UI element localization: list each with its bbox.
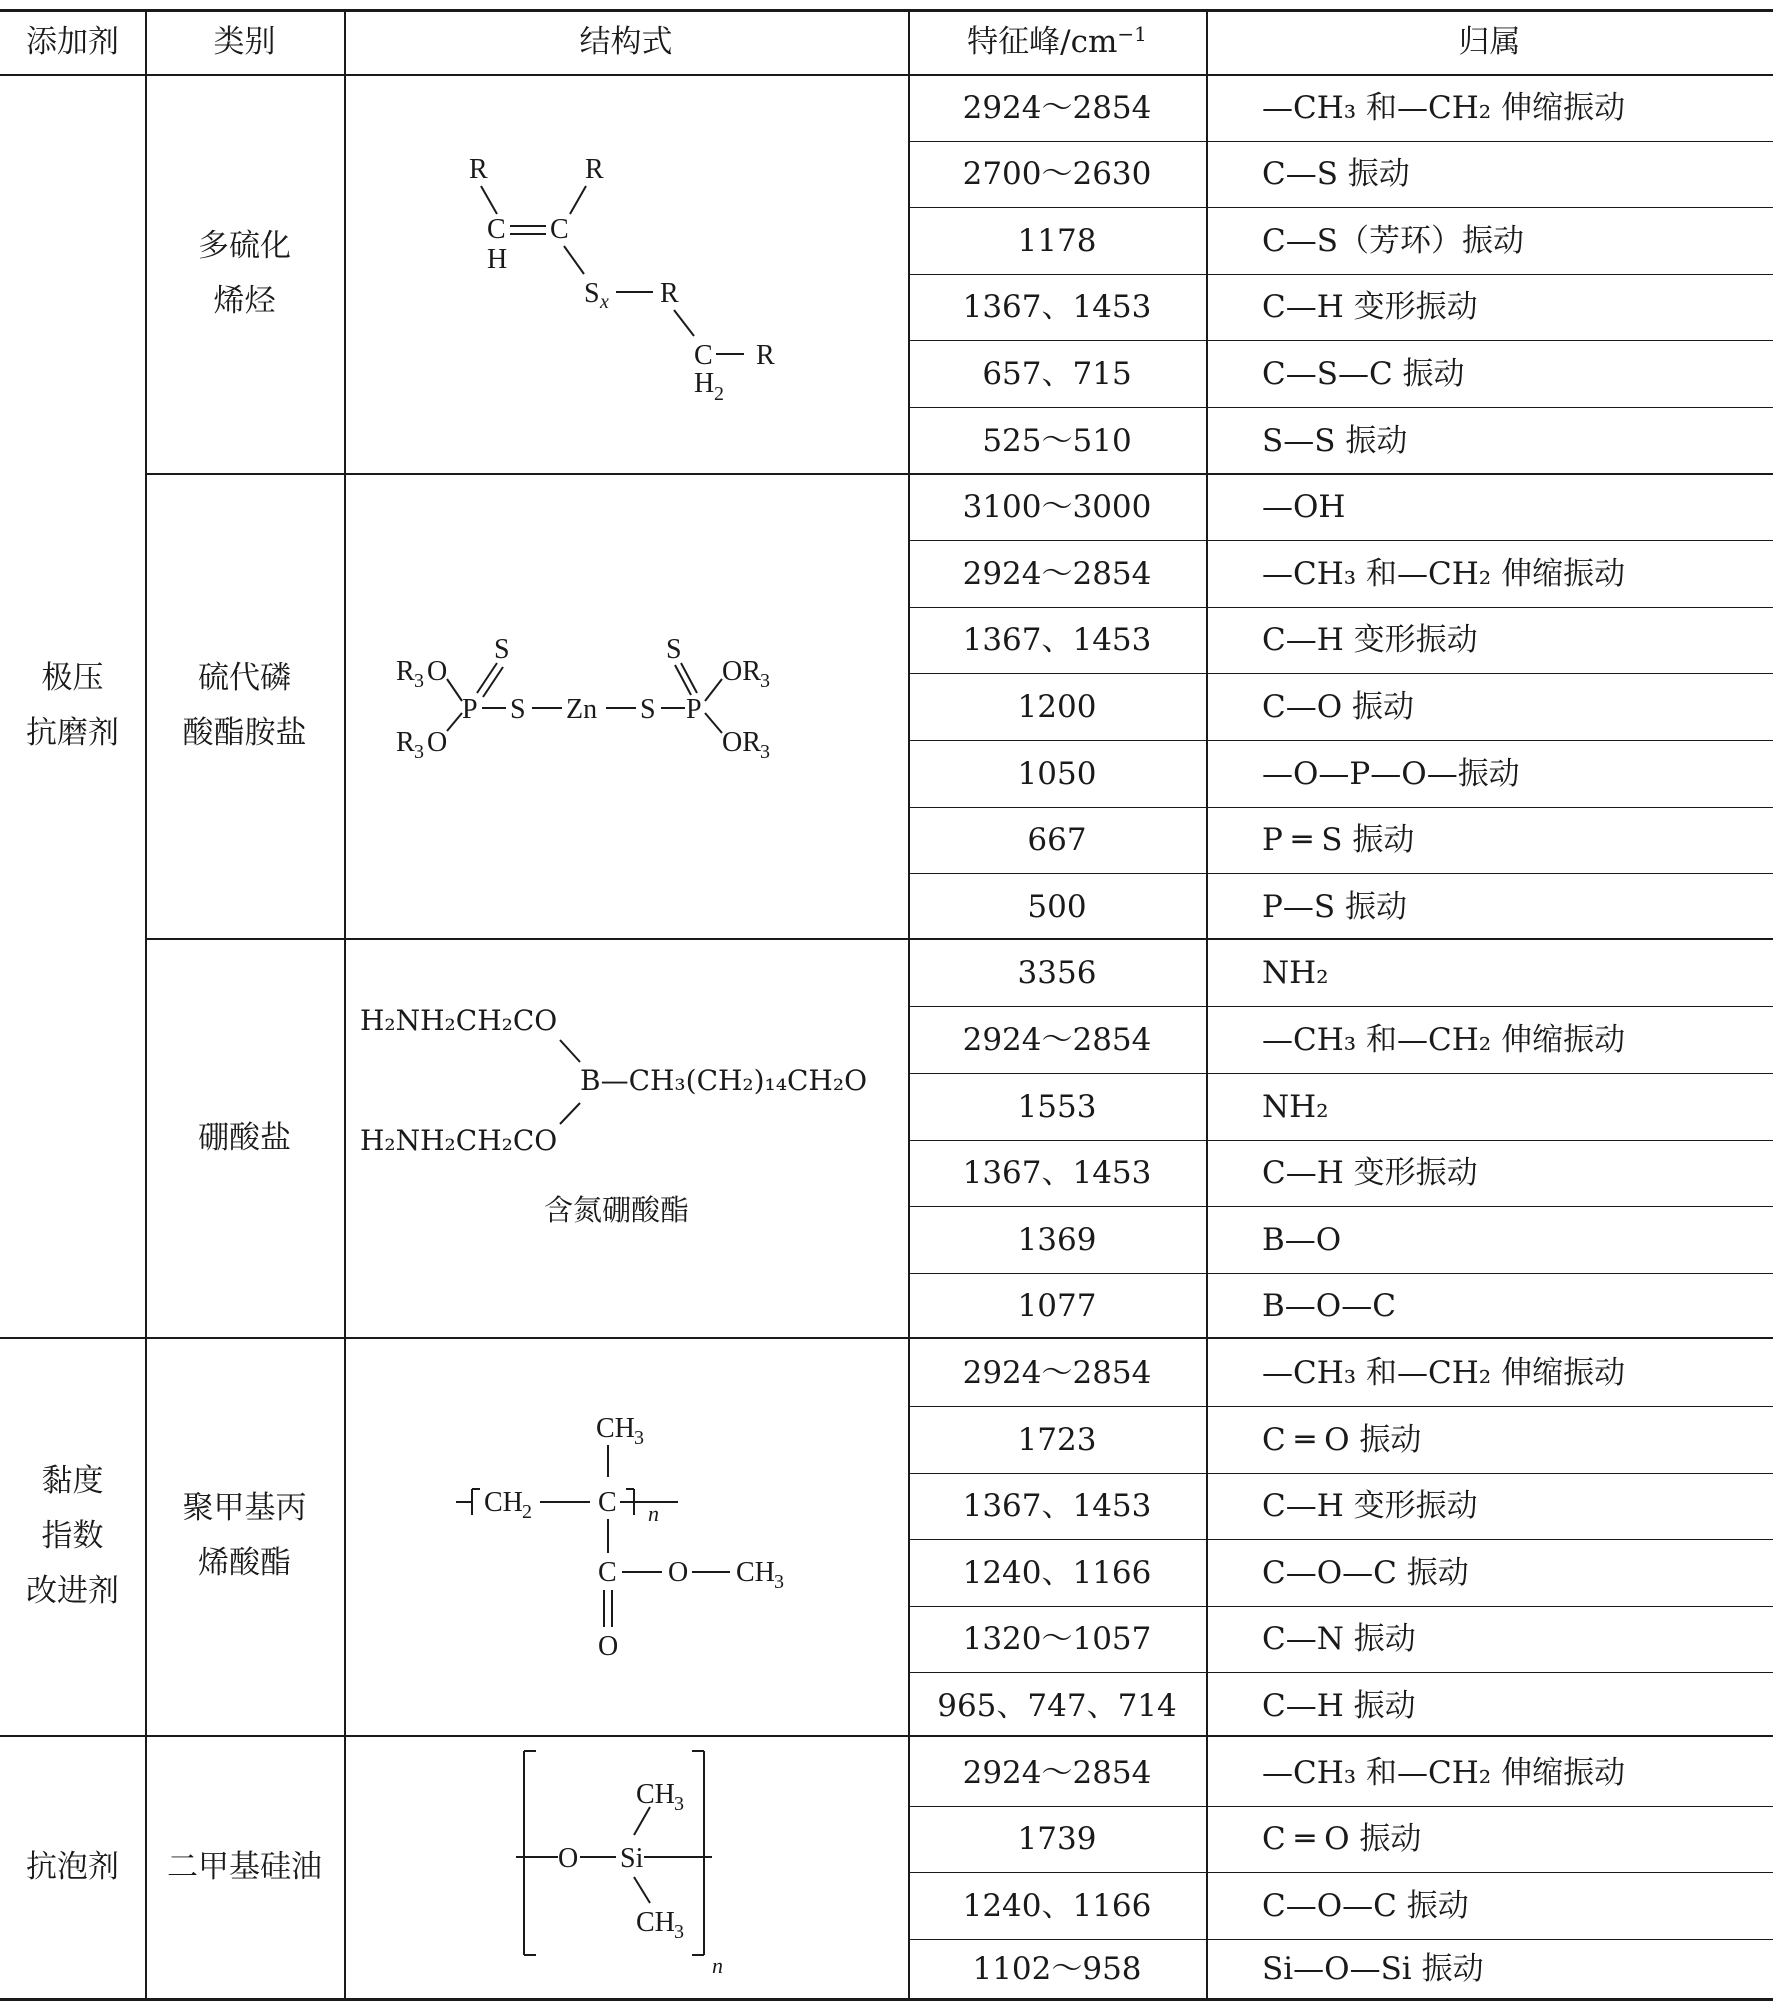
peak-cell: 525～510	[982, 422, 1132, 459]
peak-cell: 965、747、714	[937, 1687, 1177, 1724]
peak-cell: 1367、1453	[962, 1488, 1152, 1524]
assignment-cell: C—H 变形振动	[1262, 622, 1478, 658]
peak-cell: 1077	[1017, 1288, 1097, 1324]
assignment-cell: C—O 振动	[1262, 688, 1414, 725]
additive-vi-improver: 黏度 指数 改进剂	[26, 1462, 119, 1609]
assignment-cell: Si—O—Si 振动	[1262, 1950, 1484, 1987]
assignment-cell: —CH₃ 和—CH₂ 伸缩振动	[1262, 1021, 1626, 1058]
assignment-cell: S—S 振动	[1262, 422, 1408, 459]
peak-cell: 1240、1166	[962, 1554, 1152, 1591]
peak-cell: 657、715	[982, 355, 1132, 392]
rule-bottom	[0, 1998, 1773, 2001]
rule-col	[908, 10, 910, 2000]
assignment-cell: NH₂	[1262, 1088, 1329, 1125]
struct-text: R	[469, 154, 488, 185]
additive-antifoam: 抗泡剂	[26, 1849, 119, 1885]
category-thiophosphate-amine-salt: 硫代磷 酸酯胺盐	[182, 659, 307, 751]
peak-cell: 1369	[1017, 1221, 1097, 1258]
header-assignment: 归属	[1458, 24, 1521, 60]
rule-header	[0, 74, 1773, 76]
rule-col	[344, 10, 346, 2000]
struct-text: S	[510, 694, 526, 725]
struct-text: 2	[714, 383, 724, 405]
rule-group	[0, 1337, 1773, 1339]
struct-text: O	[427, 727, 448, 758]
struct-text: R	[396, 727, 415, 758]
header-additive: 添加剂	[26, 24, 119, 60]
peak-cell: 1367、1453	[962, 289, 1152, 325]
peak-cell: 2924～2854	[962, 1021, 1152, 1058]
assignment-cell: —O—P—O—振动	[1262, 755, 1520, 792]
assignment-cell: C—S 振动	[1262, 156, 1410, 192]
rule-top	[0, 9, 1773, 12]
assignment-cell: NH₂	[1262, 955, 1329, 991]
struct-text: C	[598, 1487, 617, 1518]
category-polysulfide-olefin: 多硫化 烯烃	[198, 227, 291, 319]
struct-text: Si	[620, 1843, 644, 1874]
peak-cell: 1367、1453	[962, 1155, 1152, 1191]
struct-text: CH	[636, 1779, 675, 1810]
struct-text: R	[756, 340, 775, 371]
peak-cell: 2700～2630	[962, 156, 1152, 192]
additive-ep-antiwear: 极压 抗磨剂	[26, 659, 119, 751]
assignment-cell: C—O—C 振动	[1262, 1887, 1469, 1924]
assignment-cell: C ═ O 振动	[1262, 1821, 1422, 1857]
assignment-cell: C ═ O 振动	[1262, 1421, 1422, 1458]
struct-text: P	[686, 694, 702, 725]
struct-text: S	[640, 694, 656, 725]
rule-group	[145, 938, 1773, 940]
struct-text: OR	[722, 656, 761, 687]
assignment-cell: —CH₃ 和—CH₂ 伸缩振动	[1262, 1354, 1626, 1391]
struct-text: R	[585, 154, 604, 185]
assignment-cell: —CH₃ 和—CH₂ 伸缩振动	[1262, 1754, 1626, 1791]
struct-text: O	[558, 1843, 579, 1874]
peak-cell: 3100～3000	[962, 489, 1152, 525]
peak-cell: 1723	[1017, 1421, 1097, 1458]
struct-text: Zn	[566, 694, 598, 725]
struct-text: O	[427, 656, 448, 687]
peak-cell: 1320～1057	[962, 1621, 1152, 1657]
struct-text: n	[648, 1501, 659, 1526]
struct-text: 3	[760, 741, 770, 763]
struct-text: 3	[414, 670, 424, 692]
struct-text: O	[668, 1557, 689, 1588]
assignment-cell: P ═ S 振动	[1262, 822, 1415, 858]
peak-cell: 1178	[1017, 222, 1097, 259]
struct-text: C	[550, 214, 569, 245]
struct-text: H	[487, 244, 508, 275]
struct-text: P	[462, 694, 478, 725]
borate-line-2: B—CH₃(CH₂)₁₄CH₂O	[580, 1064, 868, 1097]
rule-group	[145, 473, 1773, 475]
struct-text: S	[584, 278, 600, 309]
assignment-cell: B—O—C	[1262, 1288, 1396, 1324]
peak-cell: 1200	[1017, 688, 1097, 725]
category-dimethyl-silicone-oil: 二甲基硅油	[167, 1849, 322, 1885]
struct-text: S	[494, 634, 510, 665]
peak-cell: 1553	[1017, 1088, 1097, 1125]
assignment-cell: C—N 振动	[1262, 1621, 1416, 1657]
structure-polysulfide-olefin	[344, 74, 908, 473]
assignment-cell: C—O—C 振动	[1262, 1554, 1469, 1591]
peak-cell: 1367、1453	[962, 622, 1152, 658]
struct-text: O	[598, 1631, 619, 1662]
assignment-cell: —CH₃ 和—CH₂ 伸缩振动	[1262, 89, 1626, 126]
structure-polymethacrylate	[344, 1337, 908, 1735]
peak-cell: 2924～2854	[962, 1354, 1152, 1391]
struct-text: n	[712, 1953, 723, 1978]
assignment-cell: —CH₃ 和—CH₂ 伸缩振动	[1262, 555, 1626, 592]
category-polymethacrylate: 聚甲基丙 烯酸酯	[182, 1490, 307, 1581]
struct-text: 3	[634, 1427, 644, 1449]
structure-nitrogen-borate	[344, 938, 908, 1337]
struct-text: C	[694, 340, 713, 371]
struct-text: CH	[636, 1907, 675, 1938]
peak-cell: 1102～958	[972, 1950, 1142, 1987]
rule-col	[1206, 10, 1208, 2000]
struct-text: C	[598, 1557, 617, 1588]
struct-text: R	[396, 656, 415, 687]
header-category: 类别	[213, 24, 276, 60]
borate-line-3: H₂NH₂CH₂CO	[360, 1124, 558, 1157]
peak-cell: 2924～2854	[962, 89, 1152, 126]
struct-text: OR	[722, 727, 761, 758]
struct-text: 3	[760, 670, 770, 692]
peak-cell: 3356	[1017, 955, 1097, 991]
struct-text: H	[694, 368, 715, 399]
assignment-cell: B—O	[1262, 1221, 1342, 1258]
struct-text: 3	[414, 741, 424, 763]
struct-text: C	[487, 214, 506, 245]
borate-line-1: H₂NH₂CH₂CO	[360, 1004, 558, 1037]
assignment-cell: P—S 振动	[1262, 888, 1407, 925]
borate-caption: 含氮硼酸酯	[544, 1193, 690, 1227]
peak-cell: 2924～2854	[962, 1754, 1152, 1791]
assignment-cell: C—S—C 振动	[1262, 355, 1465, 392]
structure-thiophosphate-zinc	[344, 473, 908, 938]
struct-text: 2	[522, 1501, 532, 1523]
struct-text: 3	[674, 1793, 684, 1815]
header-peak: 特征峰/cm $^{-1}$	[967, 22, 1147, 60]
struct-text: R	[660, 278, 679, 309]
peak-cell: 1739	[1017, 1821, 1097, 1857]
struct-text: x	[600, 291, 609, 313]
struct-text: S	[666, 634, 682, 665]
struct-text: CH	[736, 1557, 775, 1588]
rule-group	[0, 1735, 1773, 1737]
assignment-cell: C—H 变形振动	[1262, 1155, 1478, 1191]
assignment-cell: C—H 变形振动	[1262, 289, 1478, 325]
category-borate: 硼酸盐	[198, 1119, 291, 1156]
assignment-cell: C—S（芳环）振动	[1262, 222, 1524, 259]
structure-dimethyl-siloxane	[344, 1735, 908, 1999]
struct-text: 3	[674, 1921, 684, 1943]
assignment-cell: C—H 振动	[1262, 1687, 1416, 1724]
struct-text: 3	[774, 1571, 784, 1593]
rule-col	[145, 10, 147, 2000]
peak-cell: 1240、1166	[962, 1887, 1152, 1924]
peak-cell: 2924～2854	[962, 555, 1152, 592]
header-structure: 结构式	[579, 24, 673, 60]
peak-cell: 500	[1027, 888, 1087, 925]
peak-cell: 1050	[1017, 755, 1097, 792]
assignment-cell: —OH	[1262, 489, 1346, 525]
peak-cell: 667	[1027, 822, 1087, 858]
struct-text: CH	[596, 1413, 635, 1444]
assignment-cell: C—H 变形振动	[1262, 1488, 1478, 1524]
struct-text: CH	[484, 1487, 523, 1518]
